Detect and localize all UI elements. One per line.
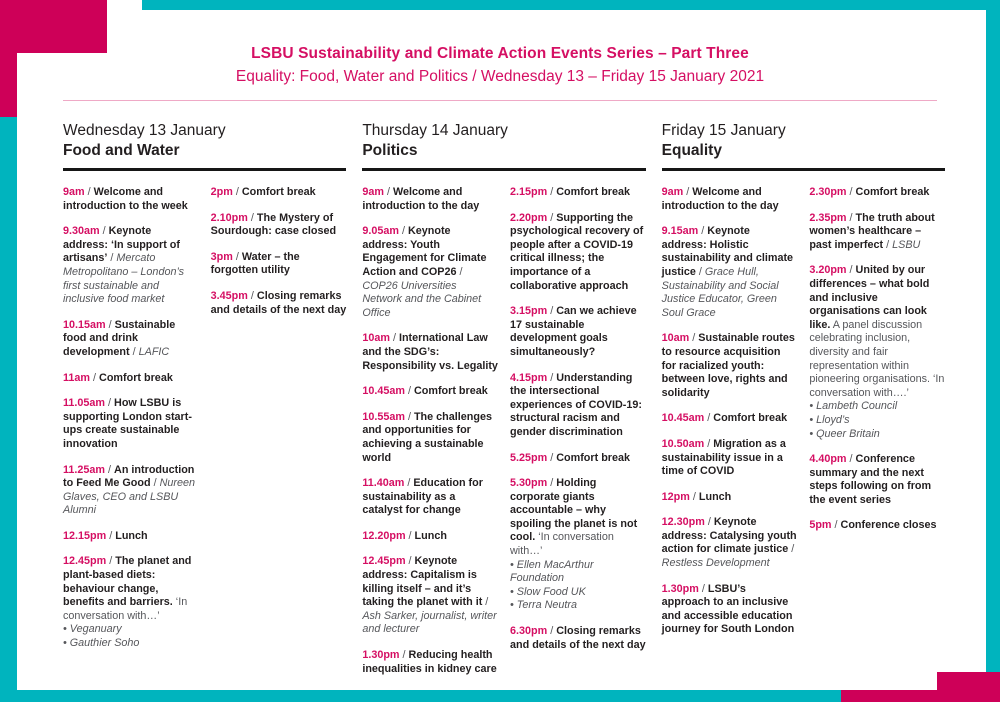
event-title: Migration as a sustainability issue in a time of COVID: [661, 437, 786, 478]
event-time: 10am: [661, 332, 690, 345]
event-entry: [662, 583, 798, 637]
event-title: Comfort break: [713, 412, 788, 425]
schedule-column: [63, 122, 346, 688]
event-entry: [662, 438, 798, 479]
event-title: Comfort break: [413, 385, 488, 398]
event-time: 2.20pm: [510, 211, 548, 224]
event-entry: [362, 225, 498, 320]
event-entry: [510, 452, 646, 466]
event-separator: /: [84, 186, 94, 198]
event-separator: /: [99, 225, 109, 238]
event-separator: /: [846, 186, 856, 198]
column-underline: [63, 168, 346, 171]
event-time: 12.45pm: [63, 555, 107, 568]
event-entry: [809, 264, 945, 441]
event-separator: /: [389, 332, 399, 345]
teal-border-right: [986, 0, 1000, 672]
event-entry: [662, 412, 798, 426]
event-time: 9.15am: [661, 225, 699, 238]
event-time: 10.50am: [661, 437, 705, 450]
event-time: 2pm: [210, 186, 233, 198]
column-topic: Food and Water: [63, 142, 180, 159]
event-separator: /: [547, 625, 557, 638]
column-topic: Politics: [362, 142, 418, 159]
pink-accent-top-left-strip: [0, 53, 17, 117]
event-separator: /: [547, 451, 557, 464]
event-title: Keynote address: Holistic sustainability and climate justice: [661, 225, 794, 278]
event-title: Welcome and introduction to the day: [362, 186, 480, 212]
event-entry: [362, 477, 498, 518]
event-bullet: • Terra Neutra: [510, 599, 577, 612]
event-speaker: Grace Hull, Sustainability and Social Justice Educator, Green Soul Grace: [661, 265, 779, 319]
event-separator: /: [698, 582, 708, 595]
event-time: 10.45am: [362, 385, 405, 398]
event-title: Lunch: [115, 529, 148, 542]
event-separator: /: [405, 555, 415, 568]
event-entry: [63, 372, 199, 386]
poster-subtitle: Equality: Food, Water and Politics / Wednesday 13 – Friday 15 January 2021: [235, 68, 765, 85]
event-separator: /: [788, 543, 795, 556]
event-title: Comfort break: [556, 186, 631, 198]
event-separator: /: [105, 318, 115, 331]
event-time: 12.45pm: [362, 555, 406, 568]
event-separator: /: [105, 397, 115, 410]
event-time: 5pm: [809, 519, 832, 532]
event-separator: /: [150, 477, 160, 490]
event-entry: [63, 530, 199, 544]
event-speaker: COP26 Universities Network and the Cabinet Office: [362, 279, 482, 319]
teal-border-top: [142, 0, 1000, 10]
column-body: [662, 186, 945, 649]
event-title: Sustainable routes to resource acquisition for racialized youth: between love, rights and solidarity: [661, 332, 795, 399]
pink-accent-top-left-block: [0, 0, 107, 53]
event-title: Education for sustainability as a catalyst for change: [362, 477, 483, 517]
event-entry: [662, 225, 798, 320]
event-title: Closing remarks and details of the next day: [510, 625, 646, 651]
event-entry: [510, 372, 646, 440]
event-separator: /: [404, 477, 414, 490]
column-subcolumn: [662, 186, 798, 649]
event-separator: /: [482, 596, 489, 609]
event-note: ‘In conversation with…’: [510, 531, 614, 558]
event-entry: [211, 290, 347, 317]
event-time: 10.15am: [63, 318, 106, 331]
event-title: Conference summary and the next steps following on from the event series: [809, 453, 932, 506]
event-entry: [211, 186, 347, 200]
event-speaker: Restless Development: [661, 557, 770, 570]
event-entry: [362, 385, 498, 399]
column-day: Friday 15 January: [661, 122, 786, 139]
event-entry: [809, 453, 945, 507]
event-title: Keynote address: ‘In support of artisans’: [63, 225, 180, 265]
event-separator: /: [107, 252, 117, 265]
event-entry: [362, 649, 498, 676]
event-time: 3.20pm: [809, 264, 847, 277]
column-body: [63, 186, 346, 663]
event-entry: [362, 530, 498, 544]
event-time: 2.35pm: [809, 211, 847, 224]
event-time: 3.45pm: [210, 289, 248, 302]
column-subcolumn: [809, 186, 945, 649]
event-time: 10am: [362, 332, 390, 345]
event-separator: /: [547, 477, 557, 490]
event-separator: /: [683, 186, 693, 198]
event-bullet: • Ellen MacArthur Foundation: [510, 558, 594, 585]
event-separator: /: [106, 555, 116, 568]
event-separator: /: [704, 516, 714, 529]
event-entry: [63, 555, 199, 650]
column-subcolumn: [63, 186, 199, 663]
event-bullet: • Queer Britain: [809, 427, 880, 440]
event-separator: /: [689, 490, 699, 503]
event-separator: /: [883, 238, 893, 251]
event-time: 5.30pm: [510, 477, 548, 490]
event-entry: [510, 186, 646, 200]
event-title: How LSBU is supporting London start-ups create sustainable innovation: [63, 397, 192, 450]
event-title: Supporting the psychological recovery of people after a COVID-19 critical illness; the importance of a collaborative approach: [510, 211, 644, 292]
column-body: [362, 186, 645, 688]
event-title: Holding corporate giants accountable – why spoiling the planet is not cool.: [510, 477, 638, 544]
event-entry: [809, 519, 945, 533]
event-title: Comfort break: [241, 186, 316, 198]
event-speaker: LSBU: [892, 238, 921, 251]
event-time: 9am: [362, 186, 384, 198]
event-entry: [510, 305, 646, 359]
event-separator: /: [846, 453, 856, 466]
event-title: The truth about women’s healthcare – past imperfect: [809, 211, 935, 251]
event-time: 12pm: [661, 490, 690, 503]
event-time: 10.45am: [661, 412, 705, 425]
event-time: 2.10pm: [210, 211, 248, 224]
event-separator: /: [404, 410, 414, 423]
event-separator: /: [129, 345, 139, 358]
pink-accent-bottom-right-block: [937, 672, 1000, 702]
event-speaker: LAFIC: [138, 345, 170, 358]
event-separator: /: [698, 225, 708, 238]
event-entry: [809, 212, 945, 253]
event-speaker: Mercato Metropolitano – London’s first sustainable and inclusive food market: [63, 252, 185, 306]
event-time: 4.40pm: [809, 453, 847, 466]
event-time: 10.55am: [362, 410, 405, 423]
pink-accent-bottom-right-strip: [841, 690, 937, 702]
event-entry: [510, 477, 646, 613]
event-title: Sustainable food and drink development: [63, 318, 176, 358]
event-time: 2.15pm: [510, 186, 548, 198]
event-separator: /: [846, 211, 856, 224]
event-note: ‘In conversation with…’: [63, 596, 188, 622]
event-separator: /: [831, 519, 841, 532]
event-entry: [63, 319, 199, 360]
event-time: 9am: [661, 186, 684, 198]
event-entry: [362, 186, 498, 213]
event-separator: /: [383, 186, 393, 198]
event-entry: [809, 186, 945, 200]
event-separator: /: [232, 186, 242, 198]
event-separator: /: [404, 385, 414, 398]
schedule-column: [662, 122, 945, 688]
column-subcolumn: [211, 186, 347, 663]
event-time: 4.15pm: [510, 371, 548, 384]
event-time: 12.30pm: [661, 516, 705, 529]
event-title: Keynote address: Youth Engagement for Climate Action and COP26: [362, 225, 487, 278]
column-topic: Equality: [661, 142, 722, 159]
event-title: The challenges and opportunities for achieving a sustainable world: [362, 410, 492, 464]
event-time: 1.30pm: [661, 582, 699, 595]
event-title: Welcome and introduction to the day: [661, 186, 779, 212]
event-title: International Law and the SDG’s: Responsibility vs. Legality: [362, 332, 498, 372]
event-entry: [662, 186, 798, 213]
event-separator: /: [547, 371, 557, 384]
event-entry: [211, 212, 347, 239]
event-title: Comfort break: [99, 371, 173, 384]
event-time: 3pm: [210, 250, 233, 263]
teal-border-bottom: [0, 690, 841, 702]
column-underline: [362, 168, 645, 171]
event-time: 5.25pm: [510, 451, 548, 464]
schedule-column: [362, 122, 645, 688]
event-entry: [63, 225, 199, 307]
event-separator: /: [247, 211, 257, 224]
event-entry: [362, 332, 498, 373]
event-time: 9.05am: [362, 225, 399, 238]
event-bullet: • Lambeth Council: [809, 400, 898, 413]
event-time: 11am: [63, 371, 91, 384]
event-separator: /: [689, 332, 699, 345]
event-bullet: • Slow Food UK: [510, 585, 586, 598]
column-underline: [662, 168, 945, 171]
schedule-columns: [0, 101, 1000, 688]
event-bullet: • Gauthier Soho: [63, 637, 140, 650]
event-entry: [510, 625, 646, 652]
event-title: Keynote address: Catalysing youth action for climate justice: [661, 516, 797, 556]
event-note: A panel discussion celebrating inclusion, diversity and fair representation within pioneering organisations. ‘In conversation with….’: [809, 318, 945, 399]
event-time: 9.30am: [63, 225, 100, 238]
column-subcolumn: [362, 186, 498, 688]
event-title: Lunch: [698, 490, 732, 503]
event-title: Reducing health inequalities in kidney care: [362, 649, 497, 675]
event-separator: /: [106, 529, 116, 542]
event-title: The Mystery of Sourdough: case closed: [210, 211, 337, 238]
event-time: 11.40am: [362, 477, 405, 490]
event-title: Conference closes: [840, 519, 937, 532]
event-time: 12.15pm: [63, 529, 107, 542]
event-separator: /: [399, 649, 409, 662]
event-entry: [362, 555, 498, 637]
event-separator: /: [846, 264, 856, 277]
event-bullet: • Veganuary: [63, 623, 122, 636]
event-title: Keynote address: Capitalism is killing itself – and it’s taking the planet with it: [362, 555, 483, 609]
event-time: 11.25am: [63, 463, 106, 476]
event-time: 9am: [63, 186, 85, 198]
event-separator: /: [398, 225, 408, 238]
event-separator: /: [105, 463, 115, 476]
event-separator: /: [405, 529, 415, 542]
event-entry: [63, 186, 199, 213]
event-title: Lunch: [414, 529, 447, 542]
event-entry: [211, 251, 347, 278]
event-time: 12.20pm: [362, 529, 406, 542]
event-speaker: Nureen Glaves, CEO and LSBU Alumni: [63, 477, 195, 517]
column-day: Thursday 14 January: [362, 122, 508, 139]
event-entry: [662, 491, 798, 505]
event-separator: /: [704, 412, 714, 425]
event-bullet: • Lloyd’s: [809, 413, 850, 426]
poster-title: LSBU Sustainability and Climate Action Events Series – Part Three: [251, 45, 749, 62]
column-subcolumn: [510, 186, 646, 688]
event-time: 1.30pm: [362, 649, 400, 662]
event-separator: /: [247, 289, 257, 302]
event-title: The planet and plant-based diets: behaviour change, benefits and barriers.: [63, 555, 192, 609]
event-separator: /: [456, 265, 463, 278]
event-title: Water – the forgotten utility: [210, 250, 300, 277]
event-entry: [662, 516, 798, 570]
event-entry: [362, 411, 498, 465]
event-title: Can we achieve 17 sustainable development goals simultaneously?: [510, 305, 637, 358]
event-entry: [662, 332, 798, 400]
event-separator: /: [90, 371, 100, 384]
teal-border-left: [0, 117, 17, 702]
event-separator: /: [547, 305, 557, 318]
event-time: 11.05am: [63, 397, 106, 410]
event-speaker: Ash Sarker, journalist, writer and lecturer: [362, 609, 497, 636]
event-separator: /: [547, 186, 557, 198]
event-title: LSBU’s approach to an inclusive and accessible education journey for South London: [661, 582, 795, 636]
event-separator: /: [695, 265, 705, 278]
event-time: 6.30pm: [510, 625, 548, 638]
poster-header: [0, 0, 1000, 86]
event-title: Understanding the intersectional experiences of COVID-19: structural racism and gender discrimination: [510, 371, 643, 438]
event-title: Comfort break: [556, 451, 631, 464]
event-title: United by our differences – what bold and inclusive organisations can look like.: [809, 264, 930, 331]
event-separator: /: [704, 437, 714, 450]
event-time: 2.30pm: [809, 186, 847, 198]
event-title: Closing remarks and details of the next day: [210, 289, 347, 316]
event-separator: /: [547, 211, 557, 224]
event-time: 3.15pm: [510, 305, 548, 318]
event-title: Comfort break: [855, 186, 930, 198]
event-entry: [63, 464, 199, 518]
event-title: Welcome and introduction to the week: [63, 186, 188, 212]
column-day: Wednesday 13 January: [63, 122, 226, 139]
event-title: An introduction to Feed Me Good: [63, 463, 195, 490]
event-separator: /: [232, 250, 242, 263]
event-entry: [510, 212, 646, 294]
event-entry: [63, 397, 199, 451]
